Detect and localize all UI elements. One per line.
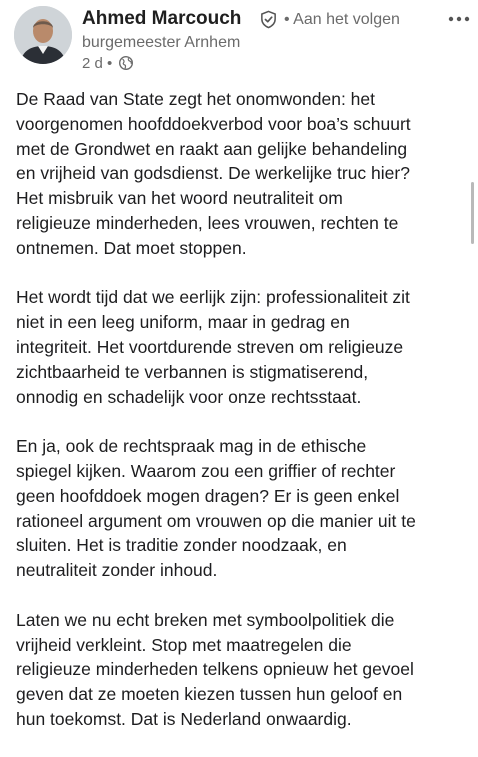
post-text-line: met de Grondwet en raakt aan gelijke behandeling xyxy=(16,138,408,159)
post-paragraph xyxy=(16,87,466,261)
verified-shield-icon xyxy=(259,10,278,29)
more-dots-icon[interactable] xyxy=(448,10,470,28)
post-text-line: En ja, ook de rechtspraak mag in de ethische xyxy=(16,436,367,457)
post-text-line: Het misbruik van het woord neutraliteit om xyxy=(16,188,343,209)
post-paragraph xyxy=(16,434,466,583)
post-text-line: niet in een leeg uniform, maar in gedrag en xyxy=(16,312,350,333)
globe-icon xyxy=(118,55,134,71)
post-text-line: religieuze minderheden telkens opnieuw het gevoel xyxy=(16,659,414,680)
post-text-line: geven dat ze moeten kiezen tussen hun geloof en xyxy=(16,684,403,705)
author-name[interactable]: Ahmed Marcouch xyxy=(82,8,242,29)
post-text-line: voorgenomen hoofddoekverbod voor boa’s schuurt xyxy=(16,113,411,134)
post-text-line: zichtbaarheid te verbannen is stigmatiserend, xyxy=(16,361,369,382)
post-time: 2 d xyxy=(82,54,103,72)
post-text-line: De Raad van State zegt het onomwonden: het xyxy=(16,89,375,109)
post-text-line: Het wordt tijd dat we eerlijk zijn: professionaliteit zit xyxy=(16,287,410,308)
post-text-line: hun toekomst. Dat is Nederland onwaardig. xyxy=(16,708,352,729)
scrollbar-thumb[interactable] xyxy=(471,182,474,244)
post-text-line: onnodig en schadelijk voor onze rechtsstaat. xyxy=(16,386,362,407)
post-body xyxy=(16,87,466,757)
post-text-line: sluiten. Het is traditie zonder noodzaak, en xyxy=(16,535,347,556)
post-paragraph xyxy=(16,285,466,409)
post-text-line: neutraliteit zonder inhoud. xyxy=(16,560,218,581)
meta-separator: • xyxy=(107,54,113,72)
post-text-line: geen hoofddoek mogen dragen? Er is geen enkel xyxy=(16,485,400,506)
post-meta xyxy=(82,54,134,72)
post-paragraph xyxy=(16,608,466,732)
post-text-line: religieuze minderheden, lees vrouwen, rechten te xyxy=(16,212,399,233)
author-avatar[interactable] xyxy=(14,6,72,64)
post-text-line: rationeel argument om vrouwen op die manier uit te xyxy=(16,510,416,531)
post-text-line: ontnemen. Dat moet stoppen. xyxy=(16,237,247,258)
post-text-line: vrijheid verkleint. Stop met maatregelen die xyxy=(16,634,352,655)
post-text-line: integriteit. Het voortdurende streven om religieuze xyxy=(16,336,404,357)
post-text-line: spiegel kijken. Waarom zou een griffier of rechter xyxy=(16,460,396,481)
post-header xyxy=(0,0,478,80)
follow-status[interactable]: • Aan het volgen xyxy=(284,11,400,28)
post-text-line: en vrijheid van godsdienst. De werkelijke truc hier? xyxy=(16,163,410,184)
post-text-line: Laten we nu echt breken met symboolpolitiek die xyxy=(16,609,395,630)
author-headline: burgemeester Arnhem xyxy=(82,34,241,51)
